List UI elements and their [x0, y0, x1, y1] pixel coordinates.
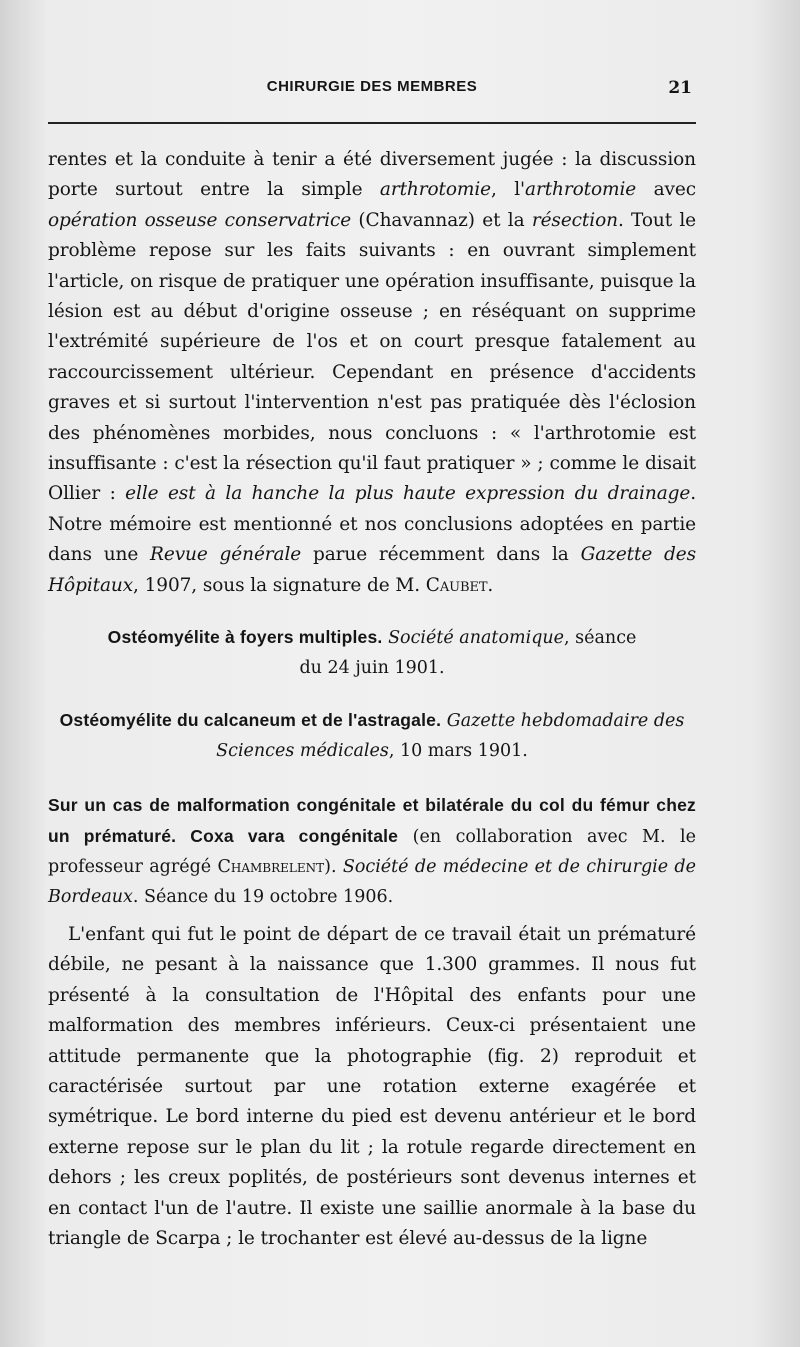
entry-journal: Société anatomique [388, 628, 565, 648]
text-run: avec [636, 179, 696, 201]
text-run: parue récemment dans la [301, 544, 581, 566]
text-run: . Notre mémoire est mentionné et nos conclusions adoptées en partie dans une [48, 483, 696, 566]
entry-journal: Gazette hebdomadaire des Sciences médicales [216, 711, 685, 761]
paragraph-2-container [48, 920, 696, 1254]
bibliography-entry-3 [48, 790, 696, 912]
entry-journal: Société de médecine et de chirurgie de Bordeaux [48, 857, 696, 907]
text-run: . [487, 574, 494, 596]
italic-run: opération osseuse conservatrice [48, 209, 352, 231]
bibliography-entry-2 [48, 705, 696, 766]
entry-date: . Séance du 19 octobre 1906. [132, 887, 394, 907]
entry-title: Ostéomyélite à foyers multiples. [107, 627, 383, 647]
italic-run: arthrotomie [525, 179, 637, 201]
entry-detail: ). [324, 857, 343, 877]
entry-title: Ostéomyélite du calcaneum et de l'astragale. [59, 710, 442, 730]
entry-title: Sur un cas de malformation congénitale et bilatérale du col du fémur chez un prématuré. Coxa vara congénitale [48, 795, 696, 846]
page-header [48, 78, 696, 106]
text-run: . Tout le problème repose sur les faits suivants : en ouvrant simplement l'article, on risque de pratiquer une opération insuffisante, puisque la lésion est au début d'origine osseuse ; en réséquant on supprime l'extrémité supérieure de l'os et on court presque fatalement au raccourcissement ultérieur. Cependant en présence d'accidents graves et si surtout l'intervention n'est pas pratiquée dès l'éclosion des phénomènes morbides, nous concluons : « l'arthrotomie est insuffisante : c'est la résection qu'il faut pratiquer » ; comme le disait Ollier : [48, 209, 697, 505]
paragraph-continuation [48, 145, 696, 601]
page-number: 21 [668, 78, 692, 98]
header-rule [48, 122, 696, 124]
running-title: CHIRURGIE DES MEMBRES [266, 78, 478, 95]
entry-date: du 24 juin 1901. [299, 658, 445, 678]
italic-run: Revue générale [150, 544, 302, 566]
text-run: rentes et la conduite à tenir a été diversement jugée : la discussion porte surtout entre la simple [48, 149, 696, 201]
italic-run: elle est à la hanche la plus haute expression du drainage [125, 483, 691, 505]
small-caps-name: Chambrelent [217, 857, 325, 877]
entry-date: , 10 mars 1901. [388, 741, 528, 761]
small-caps-name: Caubet [425, 574, 488, 596]
italic-run: résection [531, 209, 618, 231]
paragraph-2: L'enfant qui fut le point de départ de ce travail était un prématuré débile, ne pesant à la naissance que 1.300 grammes. Il nous fut présenté à la consultation de l'Hôpital des enfants pour une malformation des membres inférieurs. Ceux-ci présentaient une attitude permanente que la photographie (fig. 2) reproduit et caractérisée surtout par une rotation externe exagérée et symétrique. Le bord interne du pied est devenu antérieur et le bord externe repose sur le plan du lit ; la rotule regarde directement en dehors ; les creux poplités, de postérieurs sont devenus internes et en contact l'un de l'autre. Il existe une saillie anormale à la base du triangle de Scarpa ; le trochanter est élevé au-dessus de la ligne [48, 924, 696, 1250]
bibliography-entry-1 [48, 622, 696, 683]
entry-detail: (en collaboration avec M. le professeur agrégé [48, 827, 696, 877]
entry-detail: , séance [564, 628, 637, 648]
paragraph-1 [48, 145, 696, 601]
italic-run: arthrotomie [379, 179, 491, 201]
italic-run: Gazette des Hôpitaux [48, 544, 696, 596]
text-run: (Chavannaz) et la [351, 209, 532, 231]
text-run: , 1907, sous la signature de M. [133, 574, 426, 596]
text-run: , l' [491, 179, 526, 201]
